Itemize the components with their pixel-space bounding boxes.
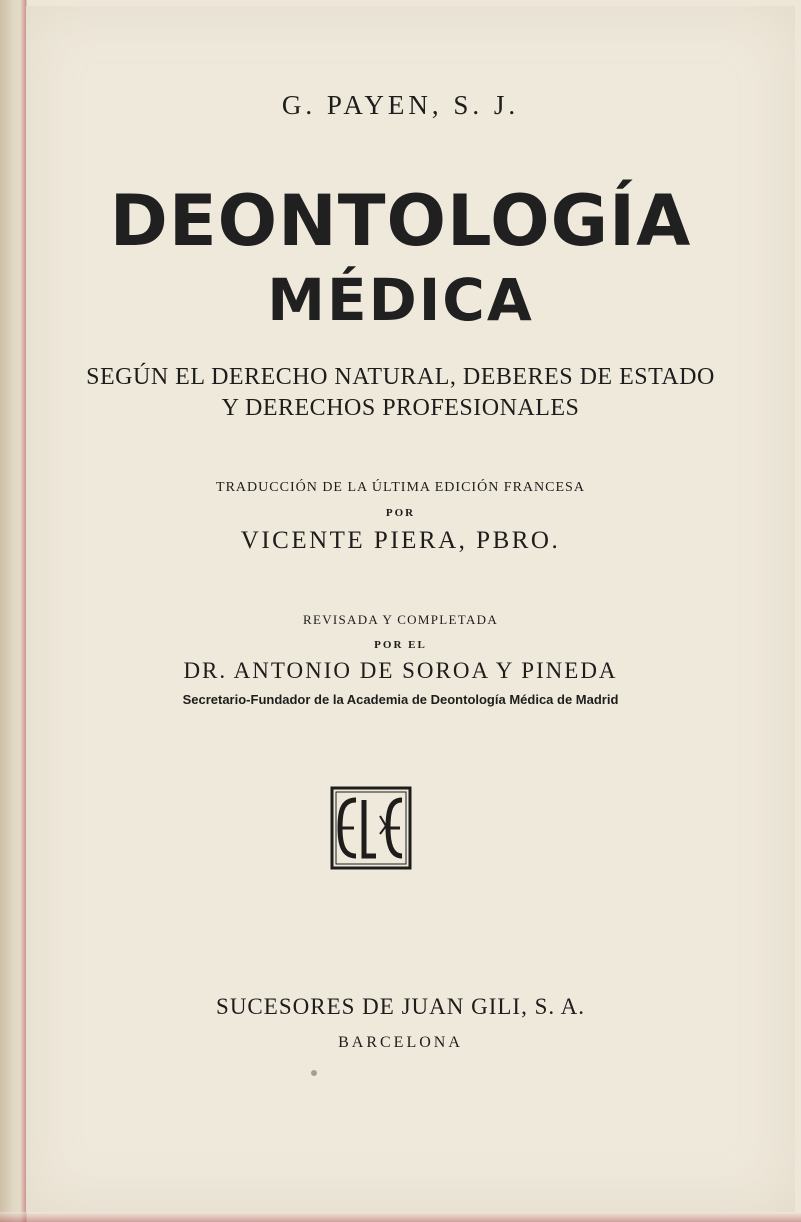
subtitle-line-2: Y DERECHOS PROFESIONALES xyxy=(221,395,580,421)
subtitle-line-1: SEGÚN EL DERECHO NATURAL, DEBERES DE ESTADO xyxy=(86,364,715,390)
translator-name: VICENTE PIERA, PBRO. xyxy=(240,527,561,554)
by-line-1: POR xyxy=(385,507,416,519)
book-title-line-1: DEONTOLOGÍA xyxy=(109,180,692,262)
page-bottom-edge xyxy=(0,1212,801,1222)
printer-monogram-icon xyxy=(330,786,412,870)
book-title-line-2: MÉDICA xyxy=(267,266,534,334)
publisher-name: SUCESORES DE JUAN GILI, S. A. xyxy=(216,994,585,1019)
by-line-2: POR EL xyxy=(374,639,427,651)
paper-spot xyxy=(311,1070,317,1076)
revision-note: REVISADA Y COMPLETADA xyxy=(302,612,499,627)
editor-role: Secretario-Fundador de la Academia de Deontología Médica de Madrid xyxy=(182,692,619,707)
publisher-city: BARCELONA xyxy=(338,1034,463,1051)
author-line: G. PAYEN, S. J. xyxy=(281,90,520,120)
translation-note: TRADUCCIÓN DE LA ÚLTIMA EDICIÓN FRANCESA xyxy=(216,480,585,495)
editor-name: DR. ANTONIO DE SOROA Y PINEDA xyxy=(183,658,618,683)
